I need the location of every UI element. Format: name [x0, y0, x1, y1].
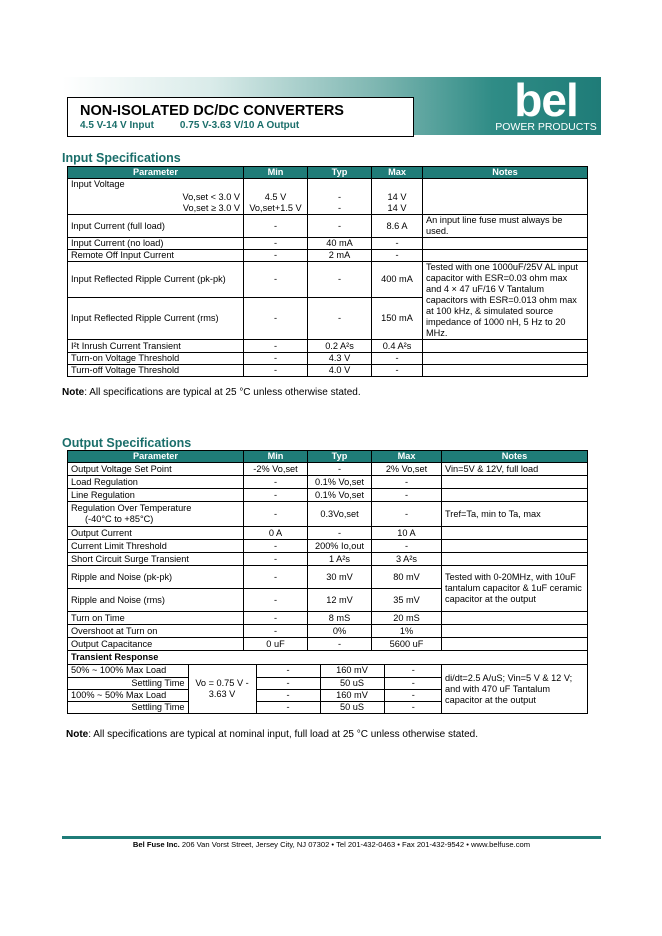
- table-row: [68, 625, 588, 638]
- table-row: [68, 238, 588, 250]
- input-note: [62, 387, 361, 398]
- col-max: Max: [372, 167, 423, 179]
- typ-cell: 160 mV: [320, 689, 384, 701]
- param-cell: Input Reflected Ripple Current (pk-pk): [68, 262, 244, 298]
- note-text: : All specifications are typical at 25 °C unless otherwise stated.: [84, 387, 361, 398]
- min-cell: -: [244, 540, 308, 553]
- min-cell: 0 uF: [244, 638, 308, 651]
- table-row: [68, 262, 588, 298]
- max-cell: 20 mS: [372, 612, 442, 625]
- notes-cell: [442, 612, 588, 625]
- min-cell: -: [244, 502, 308, 527]
- footer-rule: [62, 836, 601, 839]
- col-notes: Notes: [423, 167, 588, 179]
- param-cell: [68, 179, 244, 215]
- min-cell: -: [256, 677, 320, 689]
- notes-cell: [423, 250, 588, 262]
- typ-value: -: [337, 192, 342, 202]
- table-row: [68, 638, 588, 651]
- notes-cell: [442, 540, 588, 553]
- min-cell: -: [244, 489, 308, 502]
- title-box: [67, 97, 414, 137]
- min-cell: -: [244, 625, 308, 638]
- note-label: Note: [66, 729, 89, 740]
- max-cell: 1%: [372, 625, 442, 638]
- note-text: : All specifications are typical at nominal input, full load at 25 °C unless otherwise stated.: [88, 729, 478, 740]
- min-value: 4.5 V: [264, 192, 287, 202]
- min-cell: -: [244, 589, 308, 612]
- notes-cell: Tested with one 1000uF/25V AL input capacitor with ESR=0.03 ohm max and 4 × 47 uF/16 V Tantalum capacitors with ESR=0.013 ohm max at 100 kHz, & simulated source impedance of 1000 nH, 5 Hz to 20 MHz.: [423, 262, 588, 340]
- max-cell: -: [384, 689, 442, 701]
- bel-logo: [493, 74, 599, 134]
- output-spec-table: [67, 450, 588, 714]
- typ-cell: [308, 179, 372, 215]
- param-label: Input Voltage: [71, 179, 125, 189]
- max-cell: 5600 uF: [372, 638, 442, 651]
- max-value: 14 V: [387, 203, 407, 213]
- col-notes: Notes: [442, 451, 588, 463]
- param-cell: Ripple and Noise (rms): [68, 589, 244, 612]
- typ-cell: 50 uS: [320, 701, 384, 713]
- vo-cell: Vo = 0.75 V - 3.63 V: [188, 665, 256, 713]
- output-note: [66, 729, 478, 740]
- min-cell: -: [256, 689, 320, 701]
- typ-cell: -: [308, 638, 372, 651]
- table-row: [68, 612, 588, 625]
- param-cell: Short Circuit Surge Transient: [68, 553, 244, 566]
- param-cell: Output Current: [68, 527, 244, 540]
- input-spec-table: [67, 166, 588, 377]
- notes-cell: An input line fuse must always be used.: [423, 215, 588, 238]
- output-heading: Output Specifications: [62, 436, 192, 450]
- max-cell: -: [372, 250, 423, 262]
- notes-cell: [442, 625, 588, 638]
- col-parameter: Parameter: [68, 167, 244, 179]
- param-cell: 50% ~ 100% Max Load: [68, 665, 188, 677]
- table-header-row: [68, 451, 588, 463]
- transient-cell: [68, 665, 442, 714]
- typ-cell: 50 uS: [320, 677, 384, 689]
- min-cell: [244, 179, 308, 215]
- col-parameter: Parameter: [68, 451, 244, 463]
- max-cell: 80 mV: [372, 566, 442, 589]
- notes-cell: [423, 340, 588, 353]
- param-cell: Overshoot at Turn on: [68, 625, 244, 638]
- output-range: 0.75 V-3.63 V/10 A Output: [179, 120, 300, 131]
- max-cell: -: [372, 540, 442, 553]
- typ-cell: -: [308, 527, 372, 540]
- max-cell: 10 A: [372, 527, 442, 540]
- min-cell: -: [256, 701, 320, 713]
- transient-row: [68, 665, 588, 714]
- typ-cell: -: [308, 463, 372, 476]
- param-cell: Turn-off Voltage Threshold: [68, 365, 244, 377]
- max-cell: -: [384, 665, 442, 677]
- typ-cell: -: [308, 215, 372, 238]
- max-cell: 3 A²s: [372, 553, 442, 566]
- logo-wordmark: bel: [514, 74, 578, 126]
- typ-cell: 2 mA: [308, 250, 372, 262]
- notes-cell: Tested with 0-20MHz, with 10uF tantalum capacitor & 1uF ceramic capacitor at the output: [442, 566, 588, 612]
- table-header-row: [68, 167, 588, 179]
- max-cell: 400 mA: [372, 262, 423, 298]
- typ-cell: 200% Io,out: [308, 540, 372, 553]
- footer-company: Bel Fuse Inc.: [132, 840, 180, 849]
- notes-cell: [442, 553, 588, 566]
- table-row: [68, 476, 588, 489]
- table-row: [68, 540, 588, 553]
- notes-cell: [423, 238, 588, 250]
- param-label: Regulation Over Temperature: [71, 503, 192, 513]
- min-cell: -: [244, 238, 308, 250]
- table-row: [68, 502, 588, 527]
- notes-cell: [442, 638, 588, 651]
- max-cell: -: [372, 489, 442, 502]
- param-sub: Vo,set ≥ 3.0 V: [182, 203, 240, 213]
- param-cell: Output Capacitance: [68, 638, 244, 651]
- typ-cell: 30 mV: [308, 566, 372, 589]
- table-row: [68, 463, 588, 476]
- col-max: Max: [372, 451, 442, 463]
- max-cell: -: [372, 502, 442, 527]
- max-cell: 35 mV: [372, 589, 442, 612]
- table-row: [68, 340, 588, 353]
- param-cell: Current Limit Threshold: [68, 540, 244, 553]
- col-min: Min: [244, 167, 308, 179]
- table-row: [68, 215, 588, 238]
- typ-cell: 160 mV: [320, 665, 384, 677]
- max-cell: [372, 179, 423, 215]
- typ-cell: 0.2 A²s: [308, 340, 372, 353]
- min-cell: -: [256, 665, 320, 677]
- min-cell: -: [244, 365, 308, 377]
- param-cell: Remote Off Input Current: [68, 250, 244, 262]
- param-cell: Settling Time: [131, 701, 185, 712]
- typ-value: -: [337, 203, 342, 213]
- param-cell: Turn-on Voltage Threshold: [68, 353, 244, 365]
- typ-cell: 1 A²s: [308, 553, 372, 566]
- param-cell: Line Regulation: [68, 489, 244, 502]
- typ-cell: 12 mV: [308, 589, 372, 612]
- table-row: [68, 566, 588, 589]
- max-cell: -: [372, 365, 423, 377]
- typ-cell: 0.1% Vo,set: [308, 489, 372, 502]
- table-row: [68, 250, 588, 262]
- typ-cell: 8 mS: [308, 612, 372, 625]
- logo-subtitle: POWER PRODUCTS: [495, 121, 597, 133]
- param-sub: Vo,set < 3.0 V: [182, 192, 240, 202]
- table-row: [68, 179, 588, 215]
- max-cell: 0.4 A²s: [372, 340, 423, 353]
- typ-cell: 4.3 V: [308, 353, 372, 365]
- notes-cell: [442, 489, 588, 502]
- notes-cell: [442, 476, 588, 489]
- min-cell: -: [244, 612, 308, 625]
- param-cell: Input Current (full load): [68, 215, 244, 238]
- typ-cell: 0%: [308, 625, 372, 638]
- footer-address: 206 Van Vorst Street, Jersey City, NJ 07302 • Tel 201-432-0463 • Fax 201-432-9542 • www.belfuse.com: [179, 840, 531, 849]
- table-row: [68, 527, 588, 540]
- max-cell: 8.6 A: [372, 215, 423, 238]
- min-cell: -: [244, 297, 308, 339]
- transient-table: [68, 665, 442, 713]
- max-cell: -: [384, 677, 442, 689]
- notes-cell: [423, 365, 588, 377]
- min-cell: -: [244, 553, 308, 566]
- typ-cell: 4.0 V: [308, 365, 372, 377]
- param-cell: Ripple and Noise (pk-pk): [68, 566, 244, 589]
- col-min: Min: [244, 451, 308, 463]
- param-cell: 100% ~ 50% Max Load: [68, 689, 188, 701]
- typ-cell: -: [308, 297, 372, 339]
- notes-cell: [423, 179, 588, 215]
- table-row: [68, 353, 588, 365]
- param-cell: I²t Inrush Current Transient: [68, 340, 244, 353]
- max-cell: 2% Vo,set: [372, 463, 442, 476]
- typ-cell: -: [308, 262, 372, 298]
- notes-cell: Vin=5V & 12V, full load: [442, 463, 588, 476]
- min-cell: -: [244, 262, 308, 298]
- notes-cell: [423, 353, 588, 365]
- param-cell: [68, 502, 244, 527]
- input-heading: Input Specifications: [62, 151, 181, 165]
- min-value: Vo,set+1.5 V: [249, 203, 302, 213]
- notes-cell: [442, 527, 588, 540]
- min-cell: -: [244, 353, 308, 365]
- param-cell: Output Voltage Set Point: [68, 463, 244, 476]
- notes-cell: Tref=Ta, min to Ta, max: [442, 502, 588, 527]
- min-cell: -: [244, 215, 308, 238]
- table-row: [68, 665, 442, 677]
- typ-cell: 40 mA: [308, 238, 372, 250]
- table-row: [68, 365, 588, 377]
- transient-label: Transient Response: [68, 651, 588, 665]
- table-row: [68, 651, 588, 665]
- max-cell: -: [372, 476, 442, 489]
- col-typ: Typ: [308, 451, 372, 463]
- min-cell: -: [244, 250, 308, 262]
- typ-cell: 0.3Vo,set: [308, 502, 372, 527]
- max-cell: 150 mA: [372, 297, 423, 339]
- note-label: Note: [62, 387, 85, 398]
- min-cell: -: [244, 476, 308, 489]
- typ-cell: 0.1% Vo,set: [308, 476, 372, 489]
- param-sub: (-40°C to +85°C): [85, 514, 154, 524]
- min-cell: -2% Vo,set: [244, 463, 308, 476]
- param-cell: Input Current (no load): [68, 238, 244, 250]
- max-cell: -: [384, 701, 442, 713]
- table-row: [68, 553, 588, 566]
- min-cell: 0 A: [244, 527, 308, 540]
- input-range: 4.5 V-14 V Input: [80, 120, 154, 131]
- min-cell: -: [244, 340, 308, 353]
- param-cell: Turn on Time: [68, 612, 244, 625]
- max-cell: -: [372, 238, 423, 250]
- max-value: 14 V: [387, 192, 407, 202]
- doc-title: NON-ISOLATED DC/DC CONVERTERS: [80, 103, 344, 119]
- param-cell: Settling Time: [68, 677, 188, 689]
- min-cell: -: [244, 566, 308, 589]
- table-row: [68, 489, 588, 502]
- col-typ: Typ: [308, 167, 372, 179]
- notes-cell: di/dt=2.5 A/uS; Vin=5 V & 12 V; and with 470 uF Tantalum capacitor at the output: [442, 665, 588, 714]
- param-cell: Load Regulation: [68, 476, 244, 489]
- max-cell: -: [372, 353, 423, 365]
- footer: [62, 840, 601, 849]
- param-cell: Input Reflected Ripple Current (rms): [68, 297, 244, 339]
- doc-subtitle: [80, 120, 325, 131]
